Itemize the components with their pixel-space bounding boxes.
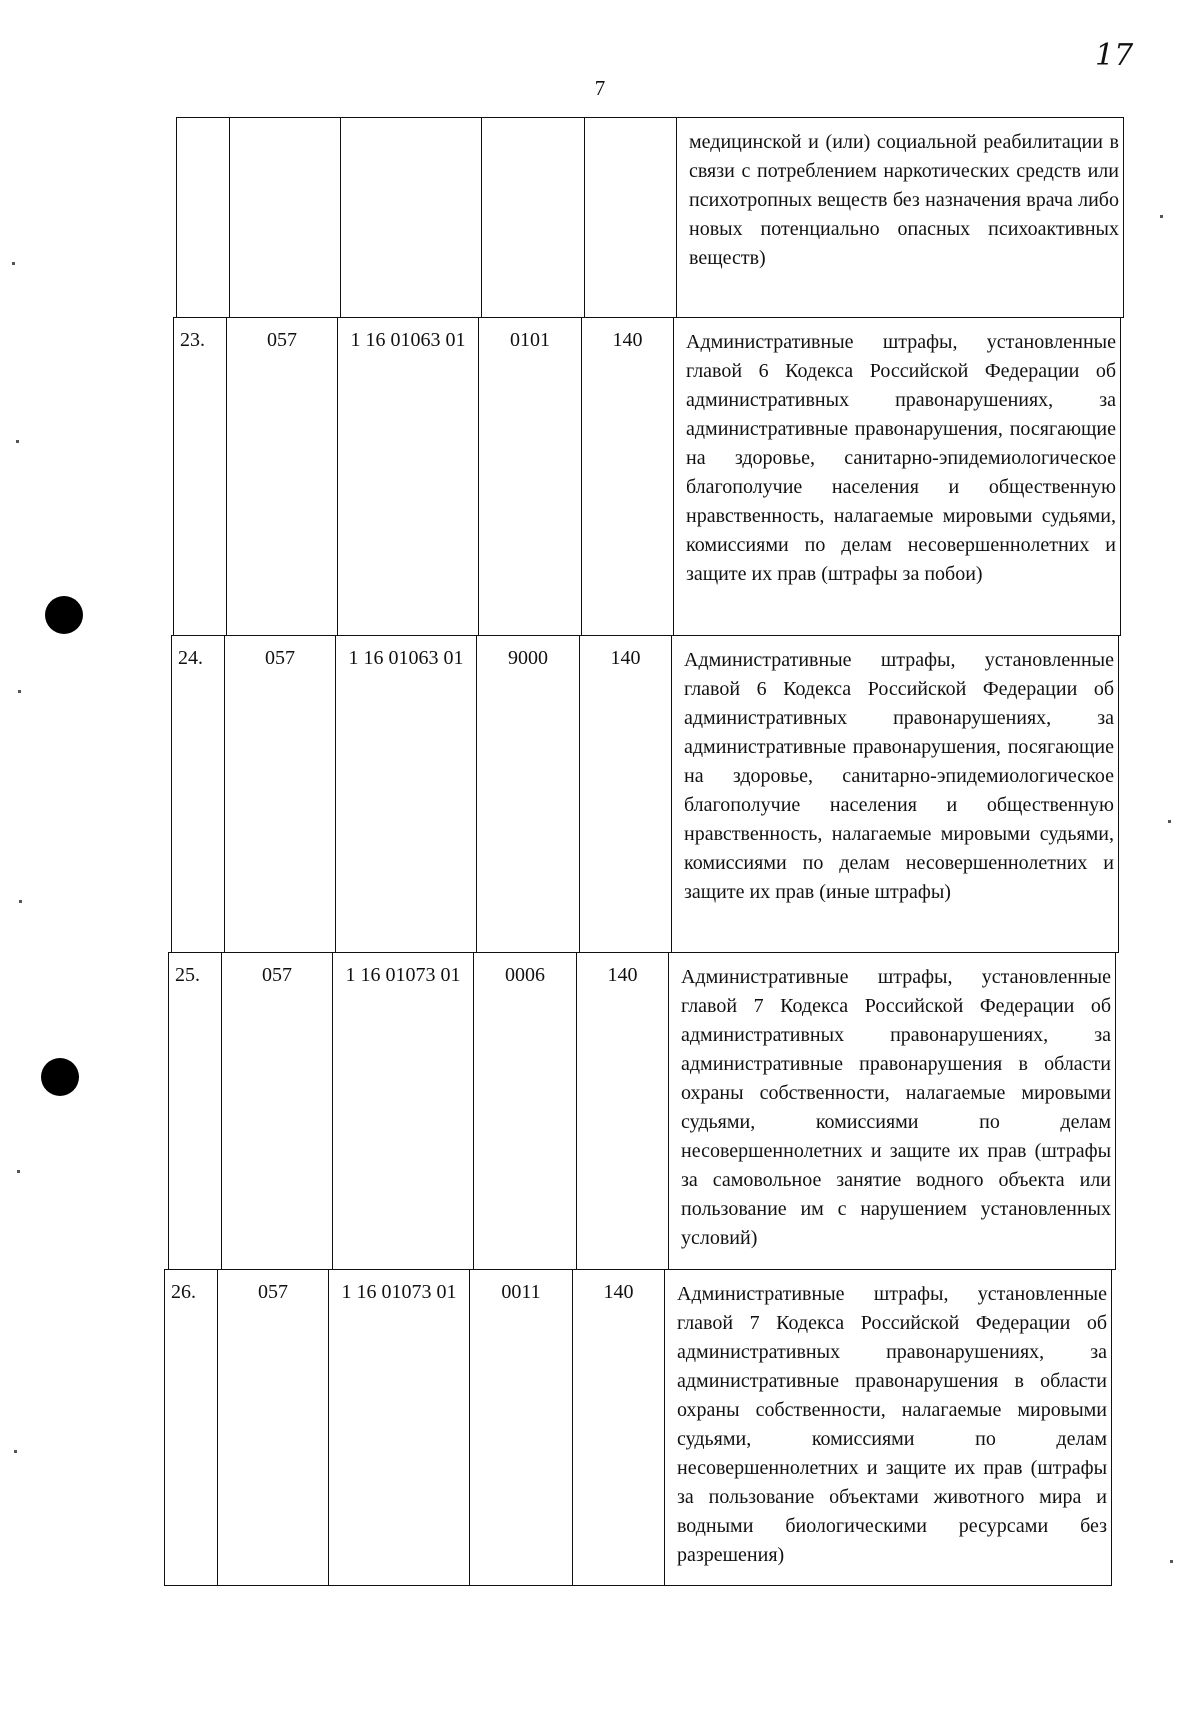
scan-speck <box>19 900 22 903</box>
row-description: Административные штрафы, установленные главой 7 Кодекса Российской Федерации об административных правонарушениях, за административные правонарушения в области охраны собственности, налагаемые мировыми судьями, комиссиями по делам несовершеннолетних и защите их прав (штрафы за самовольное занятие водного объекта или пользование им с нарушением установленных условий) <box>669 953 1116 1270</box>
scan-speck <box>18 690 21 693</box>
scan-speck <box>1160 215 1163 218</box>
row-number-cell <box>177 118 230 318</box>
kbk-main-code: 1 16 01063 01 <box>338 318 479 636</box>
row-number: 26. <box>165 1270 218 1586</box>
page-number: 7 <box>594 76 606 100</box>
scan-speck <box>1168 820 1171 823</box>
row-number: 25. <box>169 953 222 1270</box>
subcode: 9000 <box>477 636 580 953</box>
kbk-main-code: 1 16 01073 01 <box>329 1270 470 1586</box>
row-number: 23. <box>174 318 227 636</box>
admin-code-cell <box>230 118 341 318</box>
scan-speck <box>14 1450 17 1453</box>
admin-code: 057 <box>218 1270 329 1586</box>
codes-table-continuation <box>176 117 1124 318</box>
handwritten-page-mark: 17 <box>1095 38 1134 73</box>
table-row <box>172 636 1119 953</box>
subcode: 0011 <box>470 1270 573 1586</box>
table-row <box>169 953 1116 1270</box>
kosgu-code: 140 <box>580 636 672 953</box>
kbk-main-code: 1 16 01063 01 <box>336 636 477 953</box>
scan-speck <box>12 262 15 265</box>
admin-code: 057 <box>222 953 333 1270</box>
row-description: Административные штрафы, установленные главой 6 Кодекса Российской Федерации об административных правонарушениях, за административные правонарушения, посягающие на здоровье, санитарно-эпидемиологическое благополучие населения и общественную нравственность, налагаемые мировыми судьями, комиссиями по делам несовершеннолетних и защите их прав (иные штрафы) <box>672 636 1119 953</box>
table-row <box>165 1270 1112 1586</box>
codes-table-row-25 <box>168 952 1116 1270</box>
row-number: 24. <box>172 636 225 953</box>
punch-hole <box>45 596 83 634</box>
admin-code: 057 <box>225 636 336 953</box>
subcode: 0101 <box>479 318 582 636</box>
table-row <box>177 118 1124 318</box>
codes-table-row-24 <box>171 635 1119 953</box>
kbk-code-cell <box>341 118 482 318</box>
punch-hole <box>41 1058 79 1096</box>
subcode-cell <box>482 118 585 318</box>
scan-speck <box>17 1170 20 1173</box>
description-cell: медицинской и (или) социальной реабилитации в связи с потреблением наркотических средств или психотропных веществ без назначения врача либо новых потенциально опасных психоактивных веществ) <box>677 118 1124 318</box>
codes-table-row-23 <box>173 317 1121 636</box>
kbk-main-code: 1 16 01073 01 <box>333 953 474 1270</box>
table-row <box>174 318 1121 636</box>
scan-speck <box>1170 1560 1173 1563</box>
kosgu-code: 140 <box>577 953 669 1270</box>
admin-code: 057 <box>227 318 338 636</box>
codes-table-row-26 <box>164 1269 1112 1586</box>
kosgu-code: 140 <box>582 318 674 636</box>
kosgu-code: 140 <box>573 1270 665 1586</box>
subcode: 0006 <box>474 953 577 1270</box>
row-description: Административные штрафы, установленные главой 7 Кодекса Российской Федерации об административных правонарушениях, за административные правонарушения в области охраны собственности, налагаемые мировыми судьями, комиссиями по делам несовершеннолетних и защите их прав (штрафы за пользование объектами животного мира и водными биологическими ресурсами без разрешения) <box>665 1270 1112 1586</box>
kosgu-cell <box>585 118 677 318</box>
row-description: Административные штрафы, установленные главой 6 Кодекса Российской Федерации об административных правонарушениях, за административные правонарушения, посягающие на здоровье, санитарно-эпидемиологическое благополучие населения и общественную нравственность, налагаемые мировыми судьями, комиссиями по делам несовершеннолетних и защите их прав (штрафы за побои) <box>674 318 1121 636</box>
scan-speck <box>16 440 19 443</box>
